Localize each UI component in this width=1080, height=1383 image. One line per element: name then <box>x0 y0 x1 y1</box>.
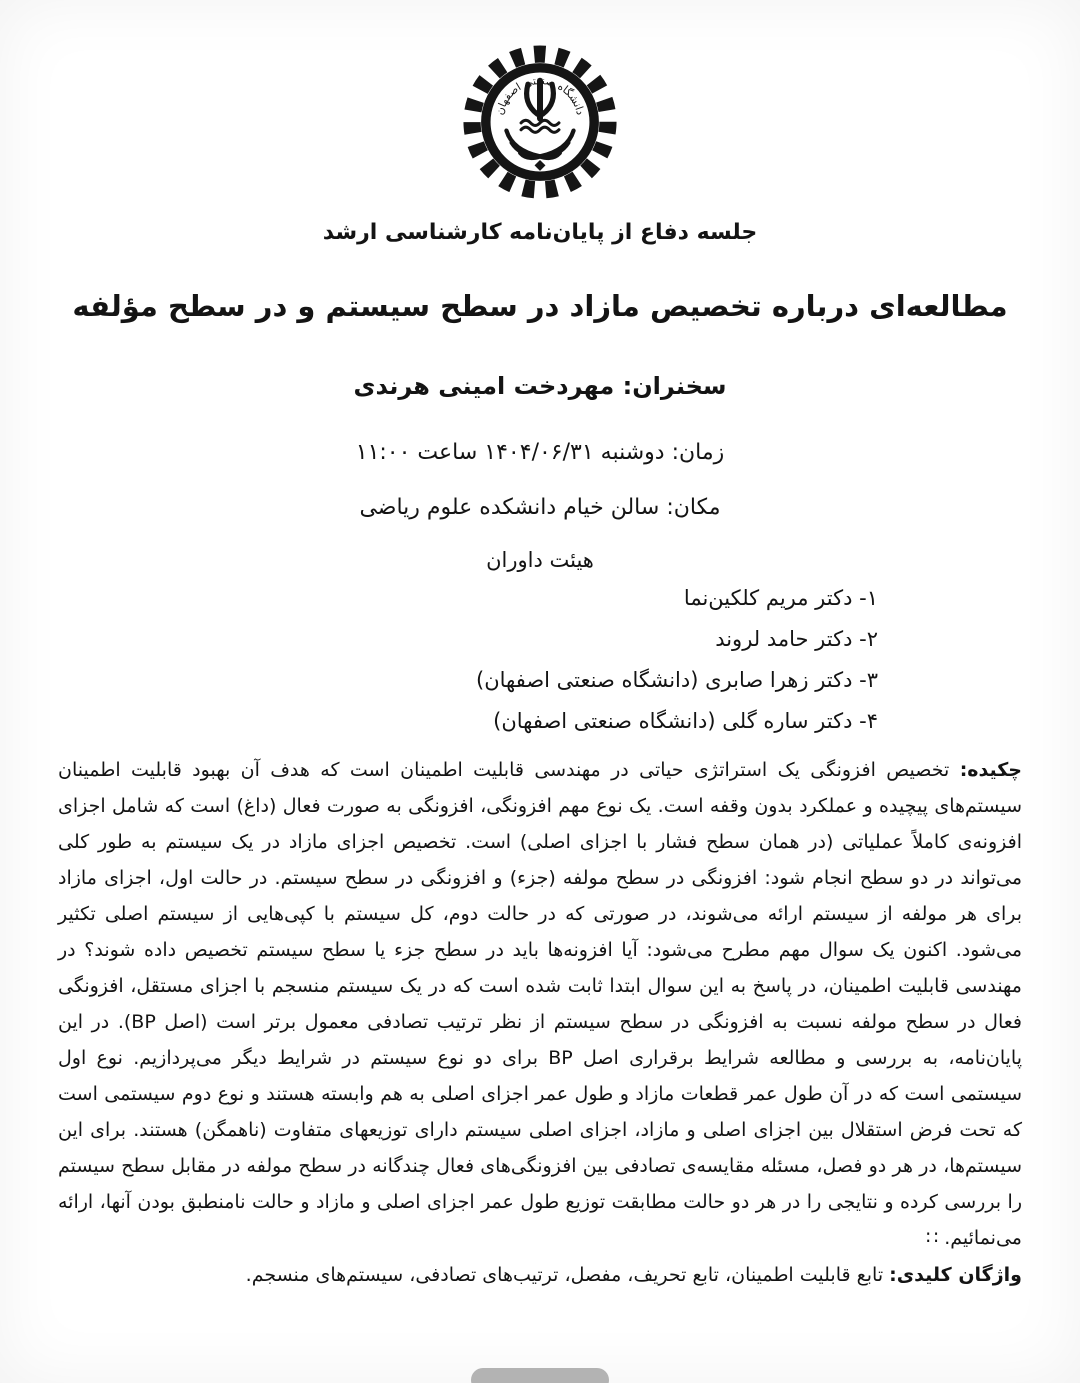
jury-member: ۴- دکتر ساره گلی (دانشگاه صنعتی اصفهان) <box>493 709 878 734</box>
logo-arc-text: دانشگاه صنعتی اصفهان <box>492 74 588 117</box>
thesis-title: مطالعه‌ای درباره تخصیص مازاد در سطح سیستم و در سطح مؤلفه <box>72 289 1008 323</box>
university-logo <box>0 0 1080 208</box>
abstract-text: تخصیص افزونگی یک استراتژی حیاتی در مهندسی قابلیت اطمینان است که هدف آن بهبود قابلیت اطمینان سیستم‌های پیچیده و عملکرد بدون وقفه است. یک نوع مهم افزونگی، افزونگی به صورت فعال (داغ) است که شامل اجزای افزونه‌ی کاملاً عملیاتی (در همان سطح فشار با اجزای اصلی) است. تخصیص اجزای مازاد در یک سیستم به طور کلی می‌تواند در دو سطح انجام شود: افزونگی در سطح مولفه (جزء) و افزونگی در سطح سیستم. در حالت اول، اجزای مازاد برای هر مولفه از سیستم ارائه می‌شوند، در صورتی که در حالت دوم، کل سیستم با کپی‌هایی از سیستم اصلی تکثیر می‌شود. اکنون یک سوال مهم مطرح می‌شود: آیا افزونه‌ها باید در سطح جزء یا سطح سیستم تخصیص داده شوند؟ در مهندسی قابلیت اطمینان، در پاسخ به این سوال ابتدا ثابت شده است که در یک سیستم منسجم با اجزای مستقل، افزونگی فعال در سطح مولفه نسبت به افزونگی در سطح سیستم از نظر ترتیب تصادفی معمول برتر است (اصل BP). در این پایان‌نامه، به بررسی و مطالعه شرایط برقراری اصل BP برای دو نوع سیستم در شرایط دیگر می‌پردازیم. نوع اول سیستمی است که در آن طول عمر قطعات مازاد و طول عمر اجزای اصلی به هم وابسته هستند و نوع دوم سیستمی است که تحت فرض استقلال بین اجزای اصلی و مازاد، اجزای اصلی سیستم دارای توزیعهای متفاوت (ناهمگن) هستند. برای این سیستم‌ها، در هر دو فصل، مسئله مقایسه‌ی تصادفی بین افزونگی‌های فعال چندگانه در سطح مولفه در مقابل سطح سیستم را بررسی کرده و نتایجی را در هر دو حالت مطابقت توزیع طول عمر اجزای اصلی و مازاد و حالت نامنطبق بودن آنها، ارائه می‌نمائیم. ∷ <box>58 759 1022 1250</box>
keywords-label: واژگان کلیدی: <box>889 1264 1022 1287</box>
abstract-paragraph <box>58 752 1022 1256</box>
jury-member: ۳- دکتر زهرا صابری (دانشگاه صنعتی اصفهان) <box>476 668 878 693</box>
bottom-drag-handle[interactable] <box>471 1368 609 1383</box>
university-logo-icon <box>454 36 626 208</box>
speaker-line: سخنران: مهردخت امینی هرندی <box>353 372 727 401</box>
jury-member: ۱- دکتر مریم کلکین‌نما <box>683 586 878 611</box>
keywords-text: تابع قابلیت اطمینان، تابع تحریف، مفصل، ترتیب‌های تصادفی، سیستم‌های منسجم. <box>245 1264 884 1287</box>
session-heading: جلسه دفاع از پایان‌نامه کارشناسی ارشد <box>322 220 758 245</box>
jury-list <box>0 578 878 742</box>
location-line: مکان: سالن خیام دانشکده علوم ریاضی <box>359 495 721 521</box>
abstract-label: چکیده: <box>959 759 1022 782</box>
jury-heading: هیئت داوران <box>486 548 594 573</box>
jury-member: ۲- دکتر حامد لروند <box>715 627 878 652</box>
time-line: زمان: دوشنبه ۱۴۰۴/۰۶/۳۱ ساعت ۱۱:۰۰ <box>355 440 725 466</box>
keywords-line <box>58 1258 1022 1292</box>
